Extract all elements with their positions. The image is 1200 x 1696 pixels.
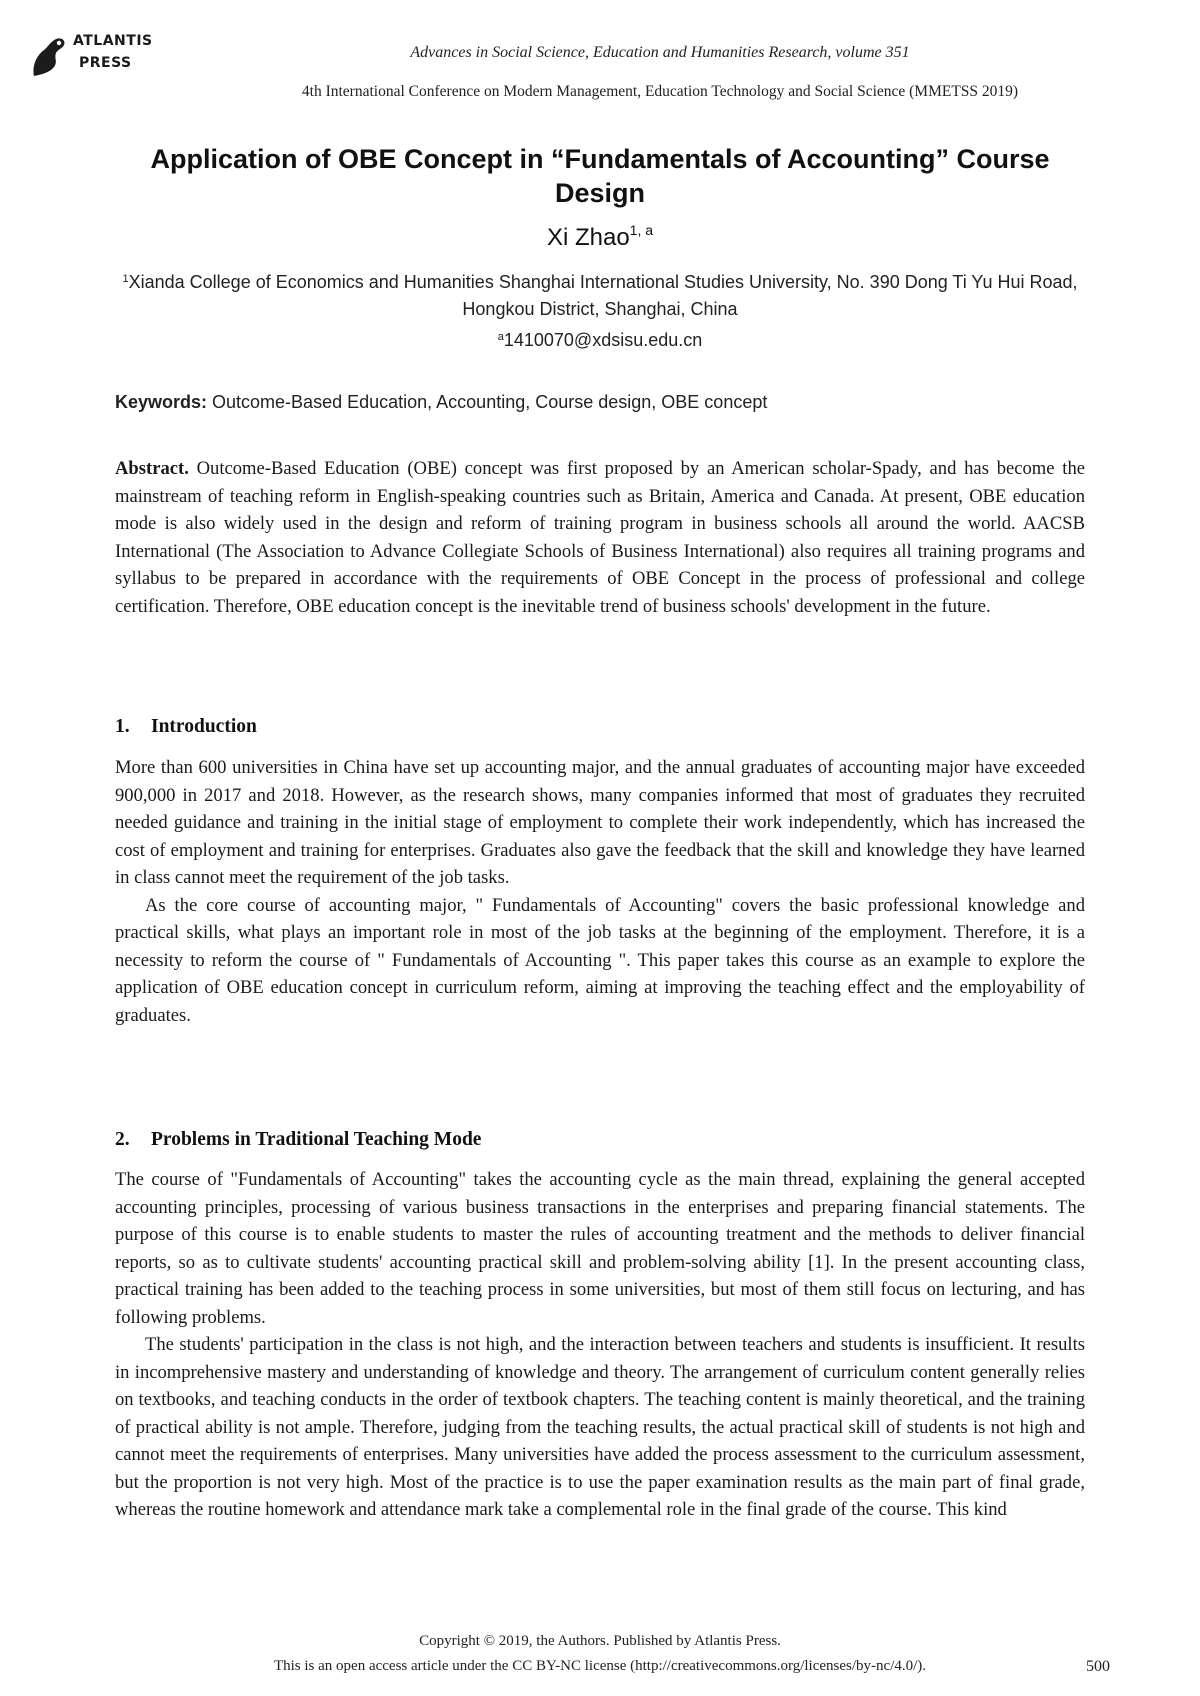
paper-title: Application of OBE Concept in “Fundamentals of Accounting” Course Design <box>150 144 1050 208</box>
section-number: 1. <box>115 716 130 737</box>
author-name: Xi Zhao <box>546 224 630 251</box>
email-superscript: a <box>497 331 504 343</box>
section-title: Problems in Traditional Teaching Mode <box>151 1129 482 1150</box>
keywords <box>115 392 1085 413</box>
conference-title: 4th International Conference on Modern Management, Education Technology and Social Science (MMETSS 2019) <box>301 83 1019 100</box>
section-heading-problems <box>115 1129 481 1151</box>
section-number: 2. <box>115 1129 130 1150</box>
section-body-problems <box>115 1166 1085 1524</box>
paragraph: More than 600 universities in China have set up accounting major, and the annual graduates of accounting major have exceeded 900,000 in 2017 and 2018. However, as the research shows, many companies informed that most of graduates they recruited needed guidance and training in the initial stage of employment to complete their work independently, which has increased the cost of employment and training for enterprises. Graduates also gave the feedback that the skill and knowledge they have learned in class cannot meet the requirement of the job tasks. <box>115 757 1085 888</box>
author-email <box>0 330 1200 351</box>
journal-title: Advances in Social Science, Education and Humanities Research, volume 351 <box>410 44 910 61</box>
paragraph: The students' participation in the class is not high, and the interaction between teachers and students is insufficient. It results in incomprehensive mastery and understanding of knowledge and theory. The arrangement of curriculum content generally relies on textbooks, and teaching conducts in the order of textbook chapters. The teaching content is mainly theoretical, and the training of practical ability is not ample. Therefore, judging from the teaching results, the actual practical skill of students is not high and cannot meet the requirements of enterprises. Many universities have added the process assessment to the curriculum assessment, but the proportion is not very high. Most of the practice is to use the paper examination results as the main part of final grade, whereas the routine homework and attendance mark take a complemental role in the final grade of the course. This kind <box>115 1334 1085 1520</box>
abstract <box>115 455 1085 620</box>
page-number: 500 <box>1086 1658 1110 1675</box>
author-superscript: 1, a <box>629 222 654 238</box>
logo-line-1: ATLANTIS <box>73 33 153 49</box>
footer-license: This is an open access article under the CC BY-NC license (http://creativecommons.org/licenses/by-nc/4.0/). <box>273 1658 927 1674</box>
section-title: Introduction <box>151 716 257 737</box>
affiliation <box>110 266 1090 323</box>
email-text: 1410070@xdsisu.edu.cn <box>503 330 703 350</box>
logo-line-2: PRESS <box>79 55 132 71</box>
keywords-text: Outcome-Based Education, Accounting, Course design, OBE concept <box>207 392 768 412</box>
affiliation-text: Xianda College of Economics and Humanities Shanghai International Studies University, No. 390 Dong Ti Yu Hui Road, Hongkou District, Shanghai, China <box>128 272 1078 319</box>
keywords-label: Keywords: <box>115 392 208 412</box>
section-heading-introduction <box>115 716 257 738</box>
abstract-text: Outcome-Based Education (OBE) concept was first proposed by an American scholar-Spady, and has become the mainstream of teaching reform in English-speaking countries such as Britain, America and Canada. At present, OBE education mode is also widely used in the design and reform of training program in business schools all around the world. AACSB International (The Association to Advance Collegiate Schools of Business International) also requires all training programs and syllabus to be prepared in accordance with the requirements of OBE Concept in the process of professional and college certification. Therefore, OBE education concept is the inevitable trend of business schools' development in the future. <box>115 458 1085 617</box>
paragraph: As the core course of accounting major, " Fundamentals of Accounting" covers the basic professional knowledge and practical skills, what plays an important role in most of the job tasks at the beginning of the employment. Therefore, it is a necessity to reform the course of " Fundamentals of Accounting ". This paper takes this course as an example to explore the application of OBE education concept in curriculum reform, aiming at improving the teaching effect and the employability of graduates. <box>115 894 1085 1026</box>
author <box>0 222 1200 252</box>
paragraph: The course of "Fundamentals of Accounting" takes the accounting cycle as the main thread, explaining the general accepted accounting principles, processing of various business transactions in the enterprises and preparing financial statements. The purpose of this course is to enable students to master the rules of accounting treatment and the methods to deliver financial reports, so as to cultivate students' accounting practical skill and problem-solving ability [1]. In the present accounting class, practical training has been added to the teaching process in some universities, but most of them still focus on lecturing, and has following problems. <box>115 1169 1085 1328</box>
abstract-label: Abstract. <box>115 458 189 479</box>
section-body-introduction <box>115 754 1085 1029</box>
footer-copyright: Copyright © 2019, the Authors. Published by Atlantis Press. <box>419 1633 781 1649</box>
affiliation-superscript: 1 <box>122 273 129 285</box>
